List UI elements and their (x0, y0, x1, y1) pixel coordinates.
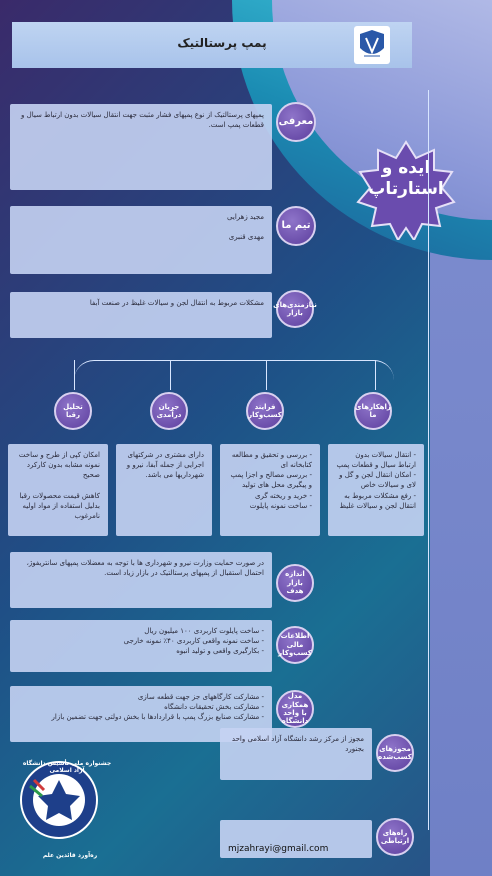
competitors-box: امکان کپی از طرح و ساخت نمونه مشابه بدون کارکرد صحیح کاهش قیمت محصولات رقبا بدلیل استفاده از مواد اولیه نامرغوب (8, 444, 108, 536)
team-label: تیم ما (276, 206, 316, 246)
contact-email[interactable]: mjzahrayi@gmail.com (228, 844, 329, 855)
financial-label: اطلاعات مالی کسب‌وکار (276, 626, 314, 664)
market-needs-box: مشکلات مربوط به انتقال لجن و سیالات غلیظ در صنعت آبفا (10, 292, 272, 338)
badge-line2: استارتاپ (368, 179, 444, 200)
market-size-label: اندازه بازار هدف (276, 564, 314, 602)
badge-line1: ایده و (381, 158, 431, 178)
permits-box: مجوز از مرکز رشد دانشگاه آزاد اسلامی واحد بجنورد (220, 728, 372, 780)
connector-branch-1 (74, 360, 75, 390)
solutions-box: - انتقال سیالات بدون ارتباط سیال و قطعات پمپ - امکان انتقال لجن و گل و لای و سیالات خاص - رفع مشکلات مربوط به انتقال لجن و سیالات غلیظ (328, 444, 424, 536)
financial-box: - ساخت پایلوت کاربردی ۱۰۰ میلیون ریال - ساخت نمونه واقعی کاربردی ۴۰٪ نمونه خارجی - بکارگیری واقعی و تولید انبوه (10, 620, 272, 672)
process-label: فرایند کسب‌وکار (246, 392, 284, 430)
intro-box: پمپهای پرستالتیک از نوع پمپهای فشار مثبت جهت انتقال سیالات بدون ارتباط سیال و قطعات پمپ است. (10, 104, 272, 190)
team-box: مجید زهرایی مهدی قنبری (10, 206, 272, 274)
contact-label: راه‌های ارتباطی (376, 818, 414, 856)
competitors-label: تحلیل رقبا (54, 392, 92, 430)
connector-branch-3 (266, 360, 267, 390)
permits-label: مجوزهای کسب‌شده (376, 734, 414, 772)
intro-label: معرفی (276, 102, 316, 142)
connector-branch-4 (375, 360, 376, 390)
market-size-box: در صورت حمایت وزارت نیرو و شهرداری ها با توجه به معضلات پمپهای سانتریفوژ، احتمال استقبال از پمپهای پرستالتیک در بازار زیاد است. (10, 552, 272, 608)
university-logo (354, 26, 390, 64)
market-needs-label: نیازمندی‌های بازار (276, 290, 314, 328)
badge-text (356, 158, 456, 201)
contact-box (220, 820, 372, 858)
revenue-box: دارای مشتری در شرکتهای اجرایی از جمله آبفا، نیرو و شهرداریها می باشد. (116, 444, 212, 536)
seal-caption: جشنواره ملی تأسیس دانشگاه آزاد اسلامی (22, 760, 112, 774)
revenue-label: جریان درآمدی (150, 392, 188, 430)
cooperation-box: - مشارکت کارگاههای جز جهت قطعه سازی - مشارکت بخش تحقیقات دانشگاه - مشارکت صنایع بزرگ پمپ با قراردادها با بخش دولتی جهت تضمین بازار (10, 686, 272, 742)
page-title: پمپ پرستالتیک (177, 36, 267, 50)
process-box: - بررسی و تحقیق و مطالعه کتابخانه ای - بررسی مصالح و اجزا پمپ و پیگیری محل های تولید - خرید و ریخته گری - ساخت نمونه پایلوت (220, 444, 320, 536)
connector-horizontal-branches (74, 360, 394, 381)
solutions-label: راهکارهای ما (354, 392, 392, 430)
connector-branch-2 (170, 360, 171, 390)
connector-vertical (428, 90, 429, 830)
header-bar (12, 22, 412, 68)
seal-slogan: ره‌آورد قائدین علم (42, 852, 98, 859)
cooperation-label: مدل همکاری با واحد دانشگاه (276, 690, 314, 728)
